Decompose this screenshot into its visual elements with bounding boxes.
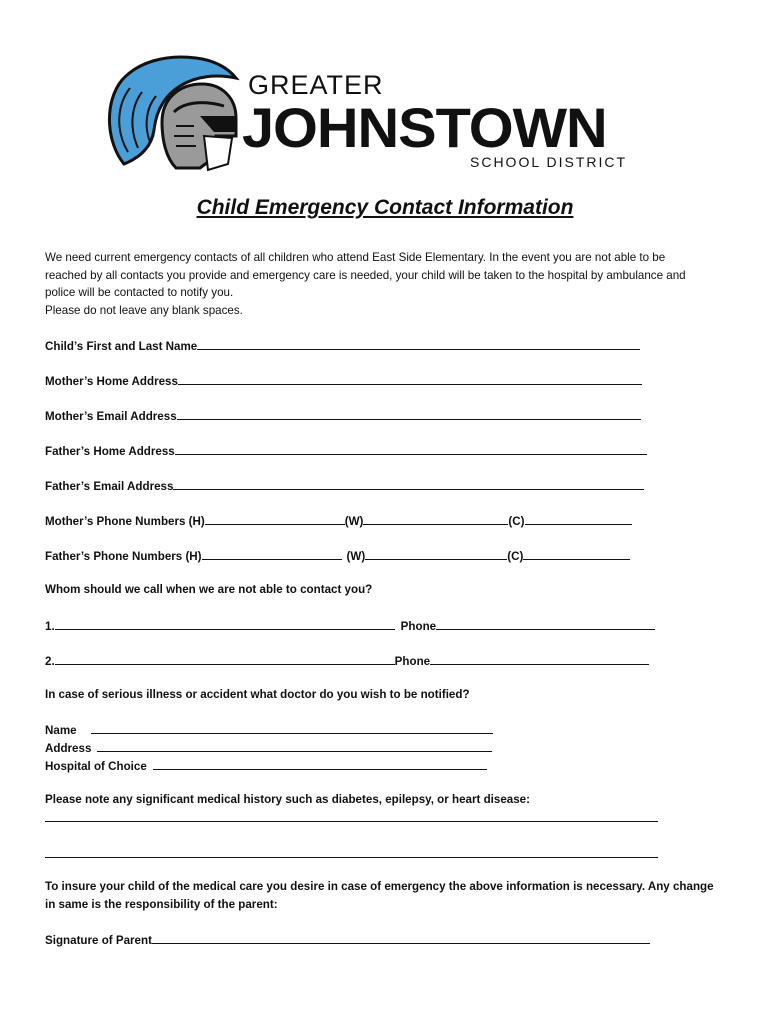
doctor-name-row <box>45 722 493 737</box>
contact-1-name-field[interactable] <box>55 618 395 630</box>
page-title: Child Emergency Contact Information <box>196 196 574 219</box>
signature-field[interactable] <box>152 932 650 944</box>
school-district-logo <box>104 52 664 180</box>
mother-address-field[interactable] <box>178 373 642 385</box>
contacts-question: Whom should we call when we are not able to contact you? <box>45 583 373 596</box>
father-address-label: Father’s Home Address <box>45 445 175 458</box>
intro-line: Please do not leave any blank spaces. <box>45 303 243 317</box>
mother-address-row <box>45 373 642 388</box>
intro-paragraph <box>45 249 735 319</box>
father-cell-phone-field[interactable] <box>523 548 630 560</box>
cell-phone-label: (C) <box>508 515 525 528</box>
hospital-label: Hospital of Choice <box>45 760 147 773</box>
father-address-field[interactable] <box>175 443 647 455</box>
cell-phone-label: (C) <box>507 550 524 563</box>
contact-phone-label: Phone <box>400 620 437 633</box>
signature-label: Signature of Parent <box>45 934 152 947</box>
trojan-helmet-icon <box>104 52 244 180</box>
intro-line: reached by all contacts you provide and emergency care is needed, your child will be taken to the hospital by ambulance and <box>45 268 686 282</box>
child-name-field[interactable] <box>197 338 640 350</box>
contact-row-2 <box>45 653 649 668</box>
father-work-phone-field[interactable] <box>365 548 507 560</box>
intro-line: We need current emergency contacts of all children who attend East Side Elementary. In the event you are not able to be <box>45 251 666 264</box>
mother-work-phone-field[interactable] <box>363 513 508 525</box>
doctor-name-field[interactable] <box>91 722 493 734</box>
contact-1-phone-field[interactable] <box>436 618 655 630</box>
doctor-address-row <box>45 740 492 755</box>
logo-greater-text: GREATER <box>248 70 384 100</box>
hospital-row <box>45 758 487 773</box>
contact-2-name-field[interactable] <box>55 653 395 665</box>
contact-row-1 <box>45 618 655 633</box>
logo-johnstown-text: JOHNSTOWN <box>242 96 607 159</box>
father-phone-label: Father’s Phone Numbers (H) <box>45 550 202 563</box>
father-email-label: Father’s Email Address <box>45 480 174 493</box>
signature-row <box>45 932 650 947</box>
father-address-row <box>45 443 647 458</box>
mother-email-field[interactable] <box>177 408 641 420</box>
hospital-field[interactable] <box>153 758 487 770</box>
doctor-address-field[interactable] <box>97 740 492 752</box>
father-home-phone-field[interactable] <box>202 548 342 560</box>
medical-history-question: Please note any significant medical history such as diabetes, epilepsy, or heart disease: <box>45 793 530 806</box>
intro-line: police will be contacted to notify you. <box>45 286 234 299</box>
mother-phone-row <box>45 513 632 528</box>
child-name-label: Child’s First and Last Name <box>45 340 198 353</box>
work-phone-label: (W) <box>346 550 366 563</box>
responsibility-note: To insure your child of the medical care you desire in case of emergency the above information is necessary. Any change in same is the responsibility of the parent: <box>45 880 714 911</box>
contact-number: 2. <box>45 655 55 668</box>
father-email-field[interactable] <box>173 478 644 490</box>
father-phone-row <box>45 548 630 563</box>
medical-history-line[interactable] <box>45 821 658 822</box>
work-phone-label: (W) <box>344 515 364 528</box>
mother-cell-phone-field[interactable] <box>525 513 632 525</box>
contact-2-phone-field[interactable] <box>430 653 649 665</box>
father-email-row <box>45 478 644 493</box>
mother-home-phone-field[interactable] <box>205 513 345 525</box>
contact-number: 1. <box>45 620 55 633</box>
doctor-address-label: Address <box>45 742 92 755</box>
mother-email-row <box>45 408 641 423</box>
logo-district-text: SCHOOL DISTRICT <box>470 154 628 170</box>
medical-history-line[interactable] <box>45 857 658 858</box>
child-name-row <box>45 338 640 353</box>
contact-phone-label: Phone <box>394 655 431 668</box>
mother-phone-label: Mother’s Phone Numbers (H) <box>45 515 205 528</box>
mother-email-label: Mother’s Email Address <box>45 410 177 423</box>
mother-address-label: Mother’s Home Address <box>45 375 178 388</box>
doctor-name-label: Name <box>45 724 77 737</box>
doctor-question: In case of serious illness or accident what doctor do you wish to be notified? <box>45 688 470 701</box>
